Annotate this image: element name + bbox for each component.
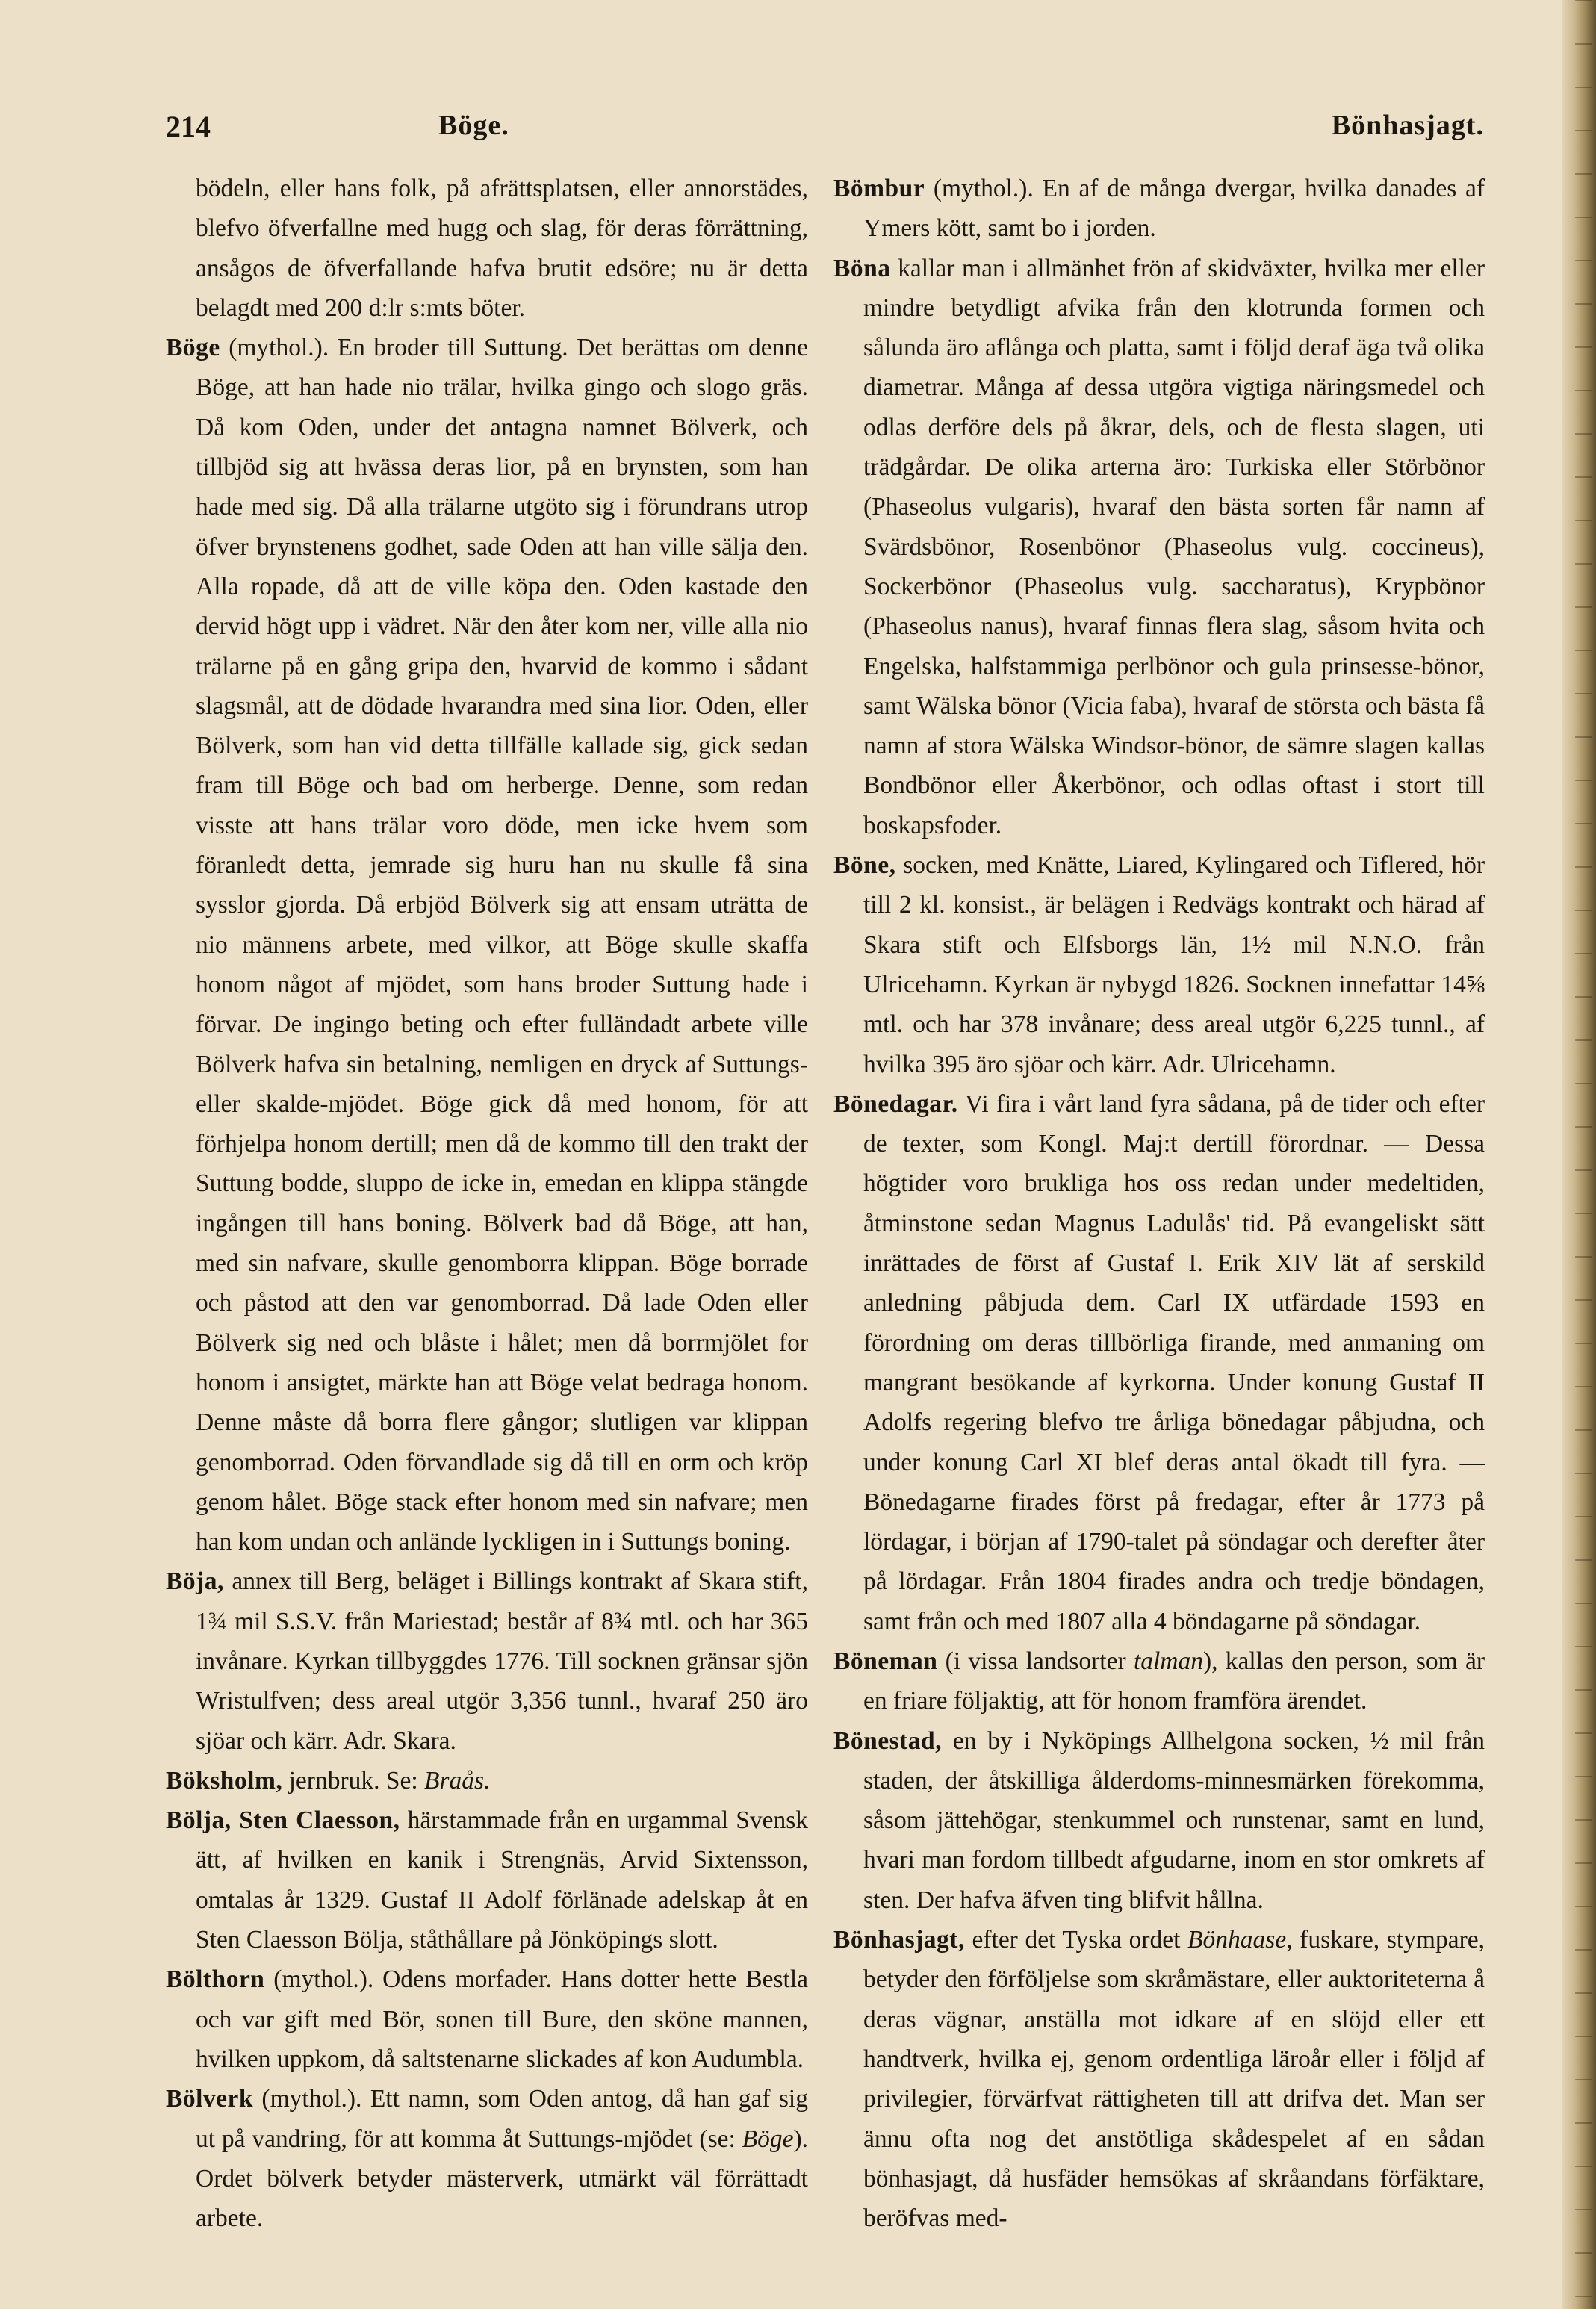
entry-text: kallar man i allmänhet frön af skidväxter, hvilka mer eller mindre betydligt afvika från den klotrunda formen och sålunda äro aflånga och platta, samt i följd deraf äga två olika diametrar. Många af dessa utgöra vigtiga näringsmedel och odlas derföre dels på åkrar, dels, och de flesta slagen, uti trädgårdar. De olika arterna äro: Turkiska eller Störbönor (Phaseolus vulgaris), hvaraf den bästa sorten får namn af Svärdsbönor, Rosenbönor (Phaseolus vulg. coccineus), Sockerbönor (Phaseolus vulg. saccharatus), Krypbönor (Phaseolus nanus), hvaraf finnas flera slag, såsom hvita och Engelska, halfstammiga perlbönor och gula prinsesse-bönor, samt Wälska bönor (Vicia faba), hvaraf de största och bästa få namn af stora Wälska Windsor-bönor, de sämre slagen kallas Bondbönor eller Åkerbönor, och odlas oftast i stort till boskapsfoder. bbox=[863, 254, 1485, 839]
entry-text: (mythol.). En af de många dvergar, hvilka danades af Ymers kött, samt bo i jorden. bbox=[863, 175, 1485, 243]
entry-italic: Braås. bbox=[424, 1766, 491, 1794]
entry-boksholm bbox=[166, 1761, 808, 1800]
entry-headword: Böneman bbox=[833, 1647, 938, 1675]
page-edge-lines bbox=[1575, 0, 1592, 2309]
entry-headword: Bönhasjagt, bbox=[833, 1926, 965, 1954]
entry-text: Vi fira i vårt land fyra sådana, på de tider och efter de texter, som Kongl. Maj:t dertill förordnar. — Dessa högtider voro brukliga hos oss redan under medeltiden, åtminstone sedan Magnus Ladulås' tid. På evangeliskt sätt inrättades de först af Gustaf I. Erik XIV lät af serskild anledning påbjuda dem. Carl IX utfärdade 1593 en förordning om deras tillbörliga firande, med anmaning om mangrant besökande af kyrkorna. Under konung Gustaf II Adolfs regering blefvo tre årliga bönedagar påbjudna, och under konung Carl XI blef deras antal ökadt till fyra. — Bönedagarne firades först på fredagar, efter år 1773 på lördagar, i början af 1790-talet på söndagar och derefter åter på lördagar. Från 1804 firades andra och tredje böndagen, samt från och med 1807 alla 4 böndagarne på söndagar. bbox=[863, 1090, 1485, 1635]
entry-headword: Böge bbox=[166, 334, 220, 362]
entry-bona bbox=[833, 249, 1485, 845]
entry-boneman bbox=[833, 1641, 1485, 1721]
entry-text: en by i Nyköpings Allhelgona socken, ½ mil från staden, der åtskilliga ålderdoms-minnesmärken förekomma, såsom jättehögar, stenkummel och runstenar, samt en lund, hvari man fordom tillbedt afgudarne, inom en stor omkrets af sten. Der hafva äfven ting blifvit hållna. bbox=[863, 1727, 1485, 1914]
running-header bbox=[166, 109, 1484, 146]
entry-bolverk bbox=[166, 2079, 808, 2238]
left-running-head: Böge. bbox=[438, 110, 509, 141]
entry-headword: Böne, bbox=[833, 851, 896, 880]
entry-headword: Bömbur bbox=[833, 175, 925, 202]
page-number: 214 bbox=[166, 110, 211, 143]
entry-bolthorn bbox=[166, 1960, 808, 2079]
entry-headword: Böksholm, bbox=[166, 1766, 283, 1794]
entry-bolja bbox=[166, 1800, 808, 1960]
entry-headword: Bönedagar. bbox=[833, 1090, 958, 1118]
entry-text: efter det Tyska ordet bbox=[964, 1926, 1188, 1954]
entry-text: (mythol.). Ett namn, som Oden antog, då han gaf sig ut på vandring, för att komma åt Suttungs-mjödet (se: bbox=[196, 2085, 808, 2153]
entry-headword: Böna bbox=[833, 254, 891, 282]
entry-tail: ). Ordet bölverk betyder mästerverk, utmärkt väl förrättadt arbete. bbox=[196, 2125, 808, 2233]
entry-text: socken, med Knätte, Liared, Kylingared och Tiflered, hör till 2 kl. konsist., är belägen i Redvägs kontrakt och härad af Skara stift och Elfsborgs län, 1½ mil N.N.O. från Ulricehamn. Kyrkan är nybygd 1826. Socknen innefattar 14⅝ mtl. och har 378 invånare; dess areal utgör 6,225 tunnl., af hvilka 395 äro sjöar och kärr. Adr. Ulricehamn. bbox=[863, 851, 1485, 1078]
entry-italic: Bönhaase bbox=[1187, 1926, 1287, 1954]
entry-continuation bbox=[166, 169, 808, 328]
entry-boge bbox=[166, 328, 808, 1561]
entry-tail: ), kallas den person, som är en friare följaktig, att för honom framföra ärendet. bbox=[863, 1647, 1485, 1715]
entry-headword: Bönestad, bbox=[833, 1727, 943, 1755]
entry-text: härstammade från en urgammal Svensk ätt, af hvilken en kanik i Strengnäs, Arvid Sixtensson, omtalas år 1329. Gustaf II Adolf förlänade adelskap åt en Sten Claesson Bölja, ståthållare på Jönköpings slott. bbox=[196, 1806, 808, 1954]
entry-text: annex till Berg, beläget i Billings kontrakt af Skara stift, 1¾ mil S.S.V. från Mariestad; består af 8¾ mtl. och har 365 invånare. Kyrkan tillbyggdes 1776. Till socknen gränsar sjön Wristulfven; dess areal utgör 3,356 tunnl., hvaraf 250 äro sjöar och kärr. Adr. Skara. bbox=[196, 1567, 808, 1755]
entry-text: bödeln, eller hans folk, på afrättsplatsen, eller annorstädes, blefvo öfverfallne med hugg och slag, för deras förrättning, ansågos de öfverfallande hafva brutit edsöre; nu är detta belagdt med 200 d:lr s:mts böter. bbox=[196, 175, 808, 322]
entry-text: jernbruk. Se: bbox=[282, 1766, 425, 1794]
entry-text: (mythol.). En broder till Suttung. Det berättas om denne Böge, att han hade nio trälar, hvilka gingo och slogo gräs. Då kom Oden, under det antagna namnet Bölverk, och tillbjöd sig att hvässa deras lior, på en brynsten, som han hade med sig. Då alla trälarne utgöto sig i förundrans utrop öfver brynstenens godhet, sade Oden att han ville sälja den. Alla ropade, då att de ville köpa den. Oden kastade den dervid högt upp i vädret. När den åter kom ner, ville alla nio trälarne på en gång gripa den, hvarvid de kommo i sådant slagsmål, att de dödade hvarandra med sina lior. Oden, eller Bölverk, som han vid detta tillfälle kallade sig, gick sedan fram till Böge och bad om herberge. Denne, som redan visste att hans trälar voro döde, men icke hvem som föranledt detta, jemrade sig huru han nu skulle få sina sysslor gjorda. Då erbjöd Bölverk sig att ensam uträtta de nio männens arbete, med vilkor, att Böge skulle skaffa honom något af mjödet, som hans broder Suttung hade i förvar. De ingingo beting och efter fulländadt arbete ville Bölverk hafva sin betalning, nemligen en dryck af Suttungs- eller skalde-mjödet. Böge gick då med honom, för att förhjelpa honom dertill; men då de kommo till den trakt der Suttung bodde, sluppo de icke in, emedan en klippa stängde ingången till hans boning. Bölverk bad då Böge, att han, med sin nafvare, skulle genomborra klippan. Böge borrade och påstod att den var genomborrad. Då lade Oden eller Bölverk sig ned och blåste i hålet; men då borrmjölet for honom i ansigtet, märkte han att Böge velat bedraga honom. Denne måste då borra flere gångor; slutligen var klippan genomborrad. Oden förvandlade sig då till en orm och kröp genom hålet. Böge stack efter honom med sin nafvare; men han kom undan och anlände lyckligen in i Suttungs boning. bbox=[196, 334, 808, 1556]
entry-bonhasjagt bbox=[833, 1920, 1485, 2238]
entry-italic: talman bbox=[1133, 1647, 1203, 1675]
entry-bombur bbox=[833, 169, 1485, 249]
entry-italic: Böge bbox=[742, 2125, 794, 2153]
entry-headword: Böja, bbox=[166, 1567, 224, 1596]
entry-text: (mythol.). Odens morfader. Hans dotter hette Bestla och var gift med Bör, sonen till Bure, den sköne mannen, hvilken uppkom, då saltstenarne slickades af kon Audumbla. bbox=[196, 1965, 808, 2073]
entry-headword: Bölja, Sten Claesson, bbox=[166, 1806, 400, 1835]
entry-bonedagar bbox=[833, 1084, 1485, 1641]
right-column bbox=[833, 169, 1485, 2238]
entry-tail: , fuskare, stympare, betyder den förföljelse som skråmästare, eller auktoriteterna å deras vägnar, anställa mot idkare af en slöjd eller ett handtverk, hvilka ej, genom ordentliga läroår eller i följd af privilegier, förvärfvat rättigheten till att drifva det. Man ser ännu ofta nog det anstötliga skådespelet af en sådan bönhasjagt, då husfäder hemsökas af skråandans förfäktare, beröfvas med- bbox=[863, 1926, 1485, 2233]
left-column bbox=[166, 169, 808, 2238]
entry-bonestad bbox=[833, 1721, 1485, 1920]
entry-headword: Bölthorn bbox=[166, 1965, 265, 1994]
right-running-head: Bönhasjagt. bbox=[1331, 110, 1484, 141]
entry-headword: Bölverk bbox=[166, 2085, 254, 2113]
entry-bone bbox=[833, 845, 1485, 1084]
entry-text: (i vissa landsorter bbox=[937, 1647, 1134, 1675]
entry-boja bbox=[166, 1561, 808, 1760]
